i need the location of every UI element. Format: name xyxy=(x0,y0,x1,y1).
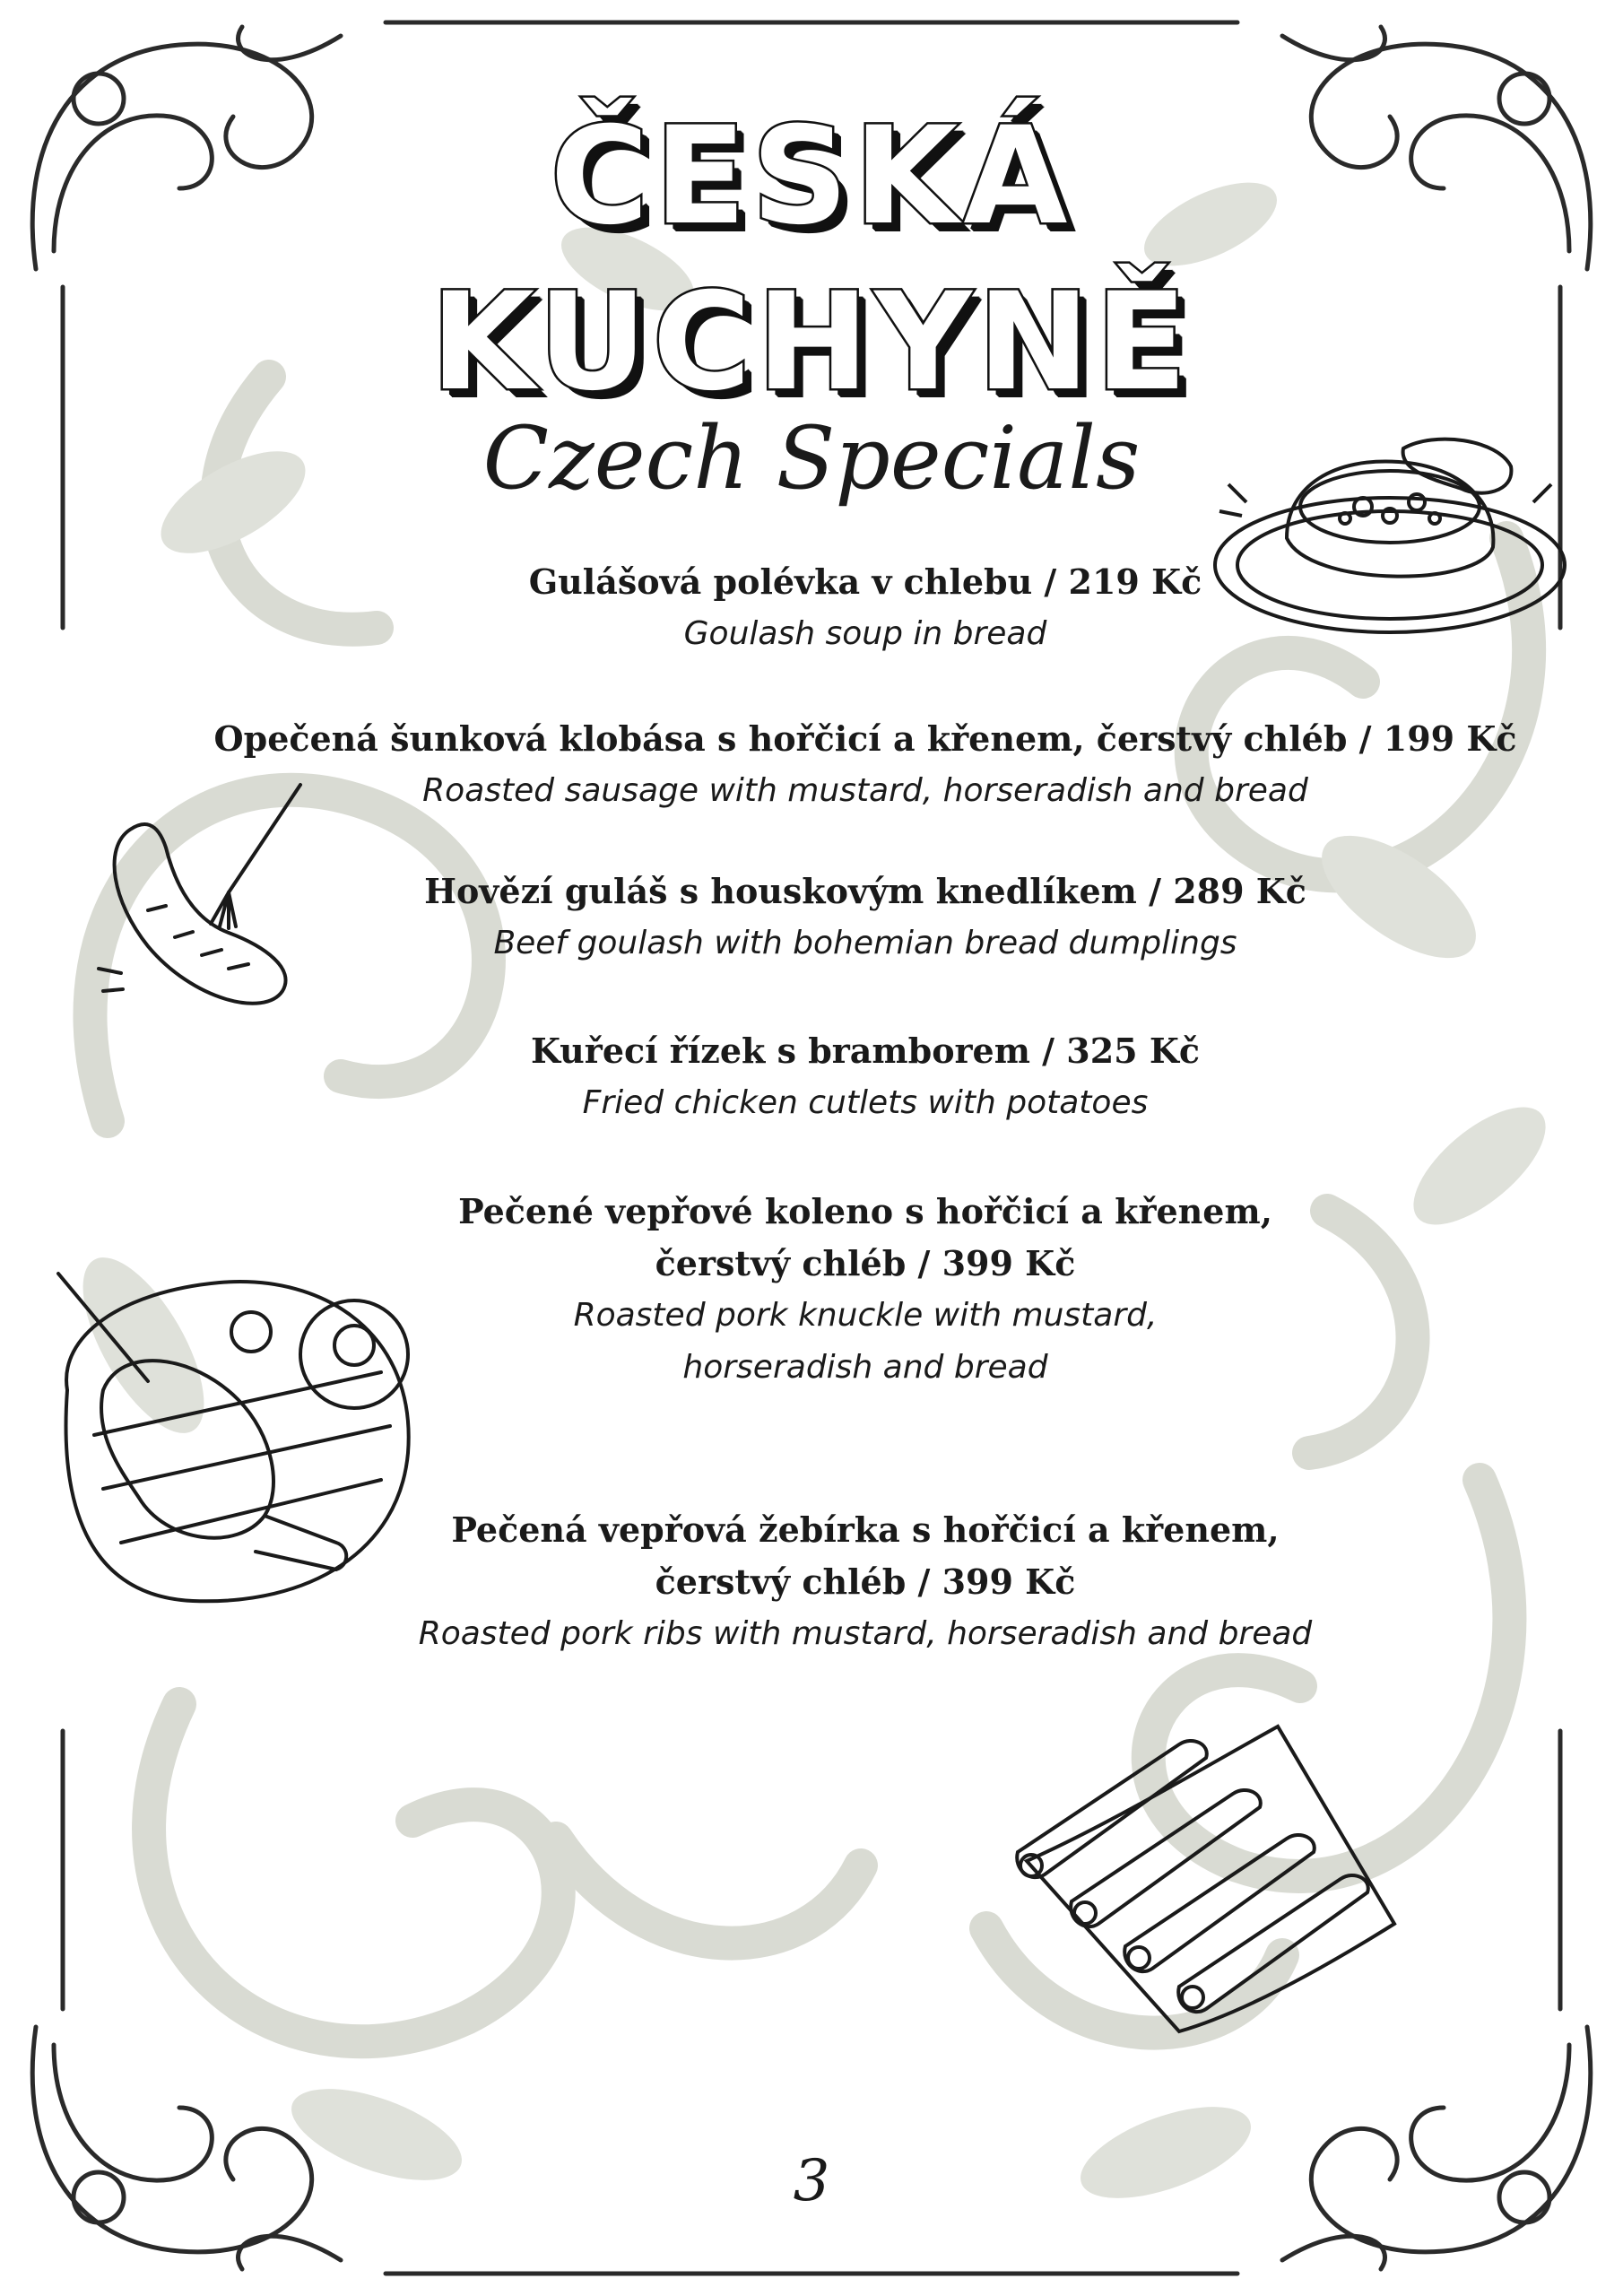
page-number: 3 xyxy=(793,2148,830,2214)
dish-name-cz: Kuřecí řízek s bramborem / 325 Kč xyxy=(530,1031,1200,1071)
menu-item xyxy=(161,1025,1569,1129)
menu-item xyxy=(161,713,1569,817)
dish-name-en: Fried chicken cutlets with potatoes xyxy=(582,1084,1149,1121)
pork-ribs-icon xyxy=(1000,1718,1417,2036)
dish-name-en-line-1: Roasted pork knuckle with mustard, xyxy=(573,1297,1158,1334)
dish-name-en: Beef goulash with bohemian bread dumplings xyxy=(493,925,1237,961)
dish-name-cz: Gulášová polévka v chlebu / 219 Kč xyxy=(528,561,1202,602)
dish-name-en: Roasted pork ribs with mustard, horseradish and bread xyxy=(418,1615,1313,1652)
dish-name-cz-line-2: čerstvý chléb / 399 Kč xyxy=(655,1243,1076,1283)
subtitle: Czech Specials xyxy=(482,408,1141,509)
dish-name-cz-line-2: čerstvý chléb / 399 Kč xyxy=(655,1561,1076,1602)
dish-name-en: Goulash soup in bread xyxy=(683,615,1047,652)
menu-item xyxy=(161,1186,1569,1394)
menu-item xyxy=(161,865,1569,970)
dish-name-en: Roasted sausage with mustard, horseradish and bread xyxy=(422,772,1308,809)
title-line-1: ČESKÁ xyxy=(550,99,1073,255)
dish-name-cz: Hovězí guláš s houskovým knedlíkem / 289 Kč xyxy=(424,871,1306,911)
menu-item xyxy=(161,556,1569,660)
dish-name-cz-line-1: Pečená vepřová žebírka s hořčicí a křenem, xyxy=(451,1509,1280,1550)
dish-name-cz-line-1: Pečené vepřové koleno s hořčicí a křenem, xyxy=(458,1191,1272,1231)
dish-name-cz: Opečená šunková klobása s hořčicí a křenem, čerstvý chléb / 199 Kč xyxy=(213,718,1517,759)
dish-name-en-line-2: horseradish and bread xyxy=(682,1349,1048,1386)
menu-item xyxy=(161,1504,1569,1660)
title-line-2: KUCHYNĚ xyxy=(430,265,1193,421)
